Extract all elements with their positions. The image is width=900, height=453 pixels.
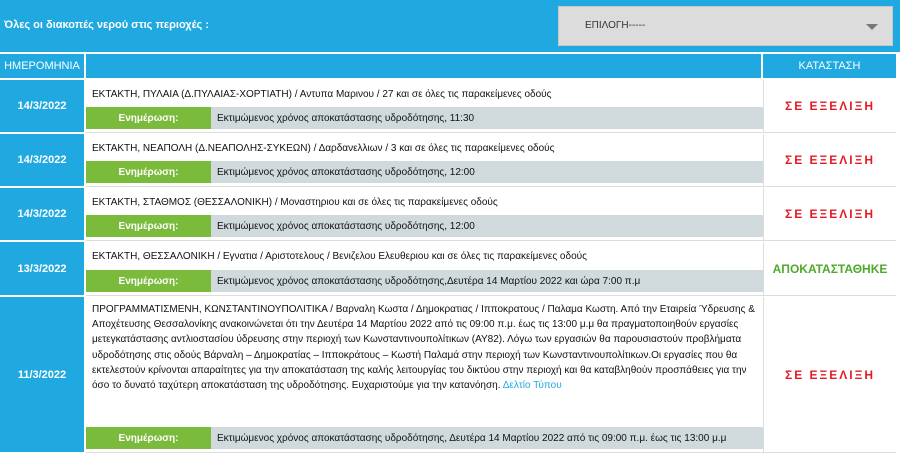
row-date: 14/3/2022 xyxy=(0,134,84,187)
status-badge: ΣΕ ΕΞΕΛΙΞΗ xyxy=(763,188,896,241)
row-description: ΕΚΤΑΚΤΗ, ΣΤΑΘΜΟΣ (ΘΕΣΣΑΛΟΝΙΚΗ) / Μοναστηριου και σε όλες τις παρακείμενες οδούς xyxy=(92,197,498,208)
table-row xyxy=(0,80,900,133)
row-details xyxy=(86,297,763,453)
row-details xyxy=(86,242,763,296)
row-description: ΕΚΤΑΚΤΗ, ΠΥΛΑΙΑ (Δ.ΠΥΛΑΙΑΣ-ΧΟΡΤΙΑΤΗ) / Αντυπα Μαρινου / 27 και σε όλες τις παρακείμενες οδούς xyxy=(92,89,552,100)
table-row xyxy=(0,242,900,296)
row-description: ΕΚΤΑΚΤΗ, ΝΕΑΠΟΛΗ (Δ.ΝΕΑΠΟΛΗΣ-ΣΥΚΕΩΝ) / Δαρδανελλιων / 3 και σε όλες τις παρακείμενες οδούς xyxy=(92,143,555,154)
row-description-text: ΠΡΟΓΡΑΜΜΑΤΙΣΜΕΝΗ, ΚΩΝΣΤΑΝΤΙΝΟΥΠΟΛΙΤΙΚΑ / Βαρναλη Κωστα / Δημοκρατιας / Ιπποκρατους / Παλαμα Κωστη. Από την Εταιρεία Ύδρευσης & Αποχέτευσης Θεσσαλονίκης ανακοινώνεται ότι την Δευτέρα 14 Μαρτίου 2022 από τις 09:00 π.μ. έως τις 13:00 μ.μ θα πραγματοποιηθούν εργασίες μετεγκατάστασης αντλιοστασίου ύδρευσης στην περιοχή των Κωνσταντινουπολίτικων (ΑΥ82). Λόγω των εργασιών θα παρουσιαστούν προβλήματα υδροδότησης στις οδούς Βάρναλη – Δημοκρατίας – Ιπποκράτους – Κωστή Παλαμά στην περιοχή των Κωνσταντινουπολίτικων.Οι εργασίες που θα εκτελεστούν κρίνονται απαραίτητες για την αποκατάσταση της καλής λειτουργίας του δικτύου στην περιοχή και θα καταβληθούν προσπάθειες για την όσο το δυνατό ταχύτερη αποκατάσταση της υδροδότησης. Ευχαριστούμε για την κατανόηση. xyxy=(92,304,755,392)
chevron-down-icon xyxy=(866,24,878,30)
update-bar xyxy=(86,270,763,292)
update-text: Εκτιμώμενος χρόνος αποκατάστασης υδροδότησης, 12:00 xyxy=(211,215,763,237)
filter-bar xyxy=(0,0,900,52)
update-text: Εκτιμώμενος χρόνος αποκατάστασης υδροδότησης,Δευτέρα 14 Μαρτίου 2022 και ώρα 7:00 π.μ xyxy=(211,270,763,292)
row-date: 14/3/2022 xyxy=(0,188,84,241)
status-badge: ΣΕ ΕΞΕΛΙΞΗ xyxy=(763,134,896,187)
update-text: Εκτιμώμενος χρόνος αποκατάστασης υδροδότησης, Δευτέρα 14 Μαρτίου 2022 από τις 09:00 π.μ. έως τις 13:00 μ.μ xyxy=(211,427,763,449)
update-label: Ενημέρωση: xyxy=(86,161,211,183)
row-description: ΕΚΤΑΚΤΗ, ΘΕΣΣΑΛΟΝΙΚΗ / Εγνατια / Αριστοτελους / Βενιζελου Ελευθεριου και σε όλες τις παρακείμενες οδούς xyxy=(92,251,587,262)
update-bar xyxy=(86,161,763,183)
row-details xyxy=(86,188,763,241)
table-row xyxy=(0,134,900,187)
status-badge: ΣΕ ΕΞΕΛΙΞΗ xyxy=(763,80,896,133)
column-header-date: ΗΜΕΡΟΜΗΝΙΑ xyxy=(0,54,84,78)
filter-title: Όλες οι διακοπές νερού στις περιοχές : xyxy=(4,19,209,31)
update-text: Εκτιμώμενος χρόνος αποκατάστασης υδροδότησης, 11:30 xyxy=(211,107,763,129)
status-badge: ΑΠΟΚΑΤΑΣΤΑΘΗΚΕ xyxy=(763,242,896,296)
press-release-link[interactable]: Δελτίο Τύπου xyxy=(502,380,562,392)
column-header-details xyxy=(86,54,761,78)
area-select-value: ΕΠΙΛΟΓΗ----- xyxy=(585,20,646,31)
update-bar xyxy=(86,427,763,449)
table-row xyxy=(0,297,900,453)
update-bar xyxy=(86,215,763,237)
row-date: 13/3/2022 xyxy=(0,242,84,296)
row-description xyxy=(92,302,757,393)
table-row xyxy=(0,188,900,241)
update-label: Ενημέρωση: xyxy=(86,270,211,292)
update-label: Ενημέρωση: xyxy=(86,107,211,129)
column-header-status: ΚΑΤΑΣΤΑΣΗ xyxy=(763,54,896,78)
row-date: 11/3/2022 xyxy=(0,297,84,453)
row-date: 14/3/2022 xyxy=(0,80,84,133)
area-select[interactable] xyxy=(558,6,893,46)
status-badge: ΣΕ ΕΞΕΛΙΞΗ xyxy=(763,297,896,453)
row-details xyxy=(86,80,763,133)
update-text: Εκτιμώμενος χρόνος αποκατάστασης υδροδότησης, 12:00 xyxy=(211,161,763,183)
update-bar xyxy=(86,107,763,129)
update-label: Ενημέρωση: xyxy=(86,215,211,237)
row-details xyxy=(86,134,763,187)
update-label: Ενημέρωση: xyxy=(86,427,211,449)
